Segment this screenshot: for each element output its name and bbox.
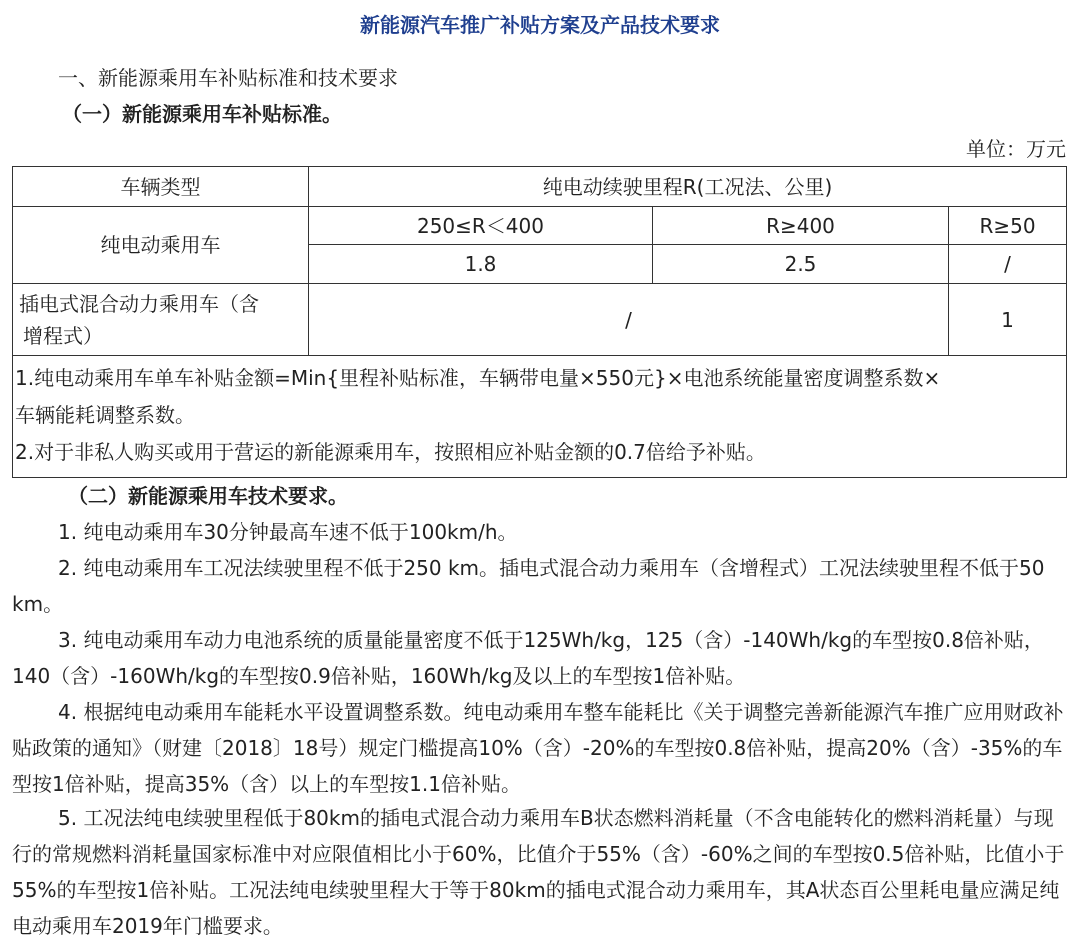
phev-label bbox=[13, 284, 309, 356]
subsidy-table bbox=[12, 166, 1067, 478]
page-title: 新能源汽车推广补贴方案及产品技术要求 bbox=[360, 13, 720, 37]
table-notes bbox=[13, 356, 1067, 478]
phev-value-1: / bbox=[309, 284, 949, 356]
note-2: 2.对于非私人购买或用于营运的新能源乘用车，按照相应补贴金额的0.7倍给予补贴。 bbox=[15, 440, 766, 464]
note-1-line1: 1.纯电动乘用车单车补贴金额=Min{里程补贴标准，车辆带电量×550元}×电池系统能量密度调整系数× bbox=[15, 366, 941, 390]
unit-label: 单位：万元 bbox=[966, 137, 1066, 161]
range-400-plus: R≥400 bbox=[653, 207, 949, 245]
requirement-item: 3. 纯电动乘用车动力电池系统的质量能量密度不低于125Wh/kg，125（含）-140Wh/kg的车型按0.8倍补贴，140（含）-160Wh/kg的车型按0.9倍补贴，160Wh/kg及以上的车型按1倍补贴。 bbox=[12, 628, 1044, 688]
subheading-tech-requirements: （二）新能源乘用车技术要求。 bbox=[68, 484, 348, 508]
requirement-item: 4. 根据纯电动乘用车能耗水平设置调整系数。纯电动乘用车整车能耗比《关于调整完善新能源汽车推广应用财政补贴政策的通知》（财建〔2018〕18号）规定门槛提高10%（含）-20%的车型按0.8倍补贴，提高20%（含）-35%的车型按1倍补贴，提高35%（含）以上的车型按1.1倍补贴。 bbox=[12, 700, 1064, 796]
bev-value-1: 1.8 bbox=[309, 245, 653, 284]
table-row bbox=[13, 284, 1067, 356]
range-50-plus: R≥50 bbox=[949, 207, 1067, 245]
subheading-subsidy-standard: （一）新能源乘用车补贴标准。 bbox=[62, 102, 342, 126]
phev-value-2: 1 bbox=[949, 284, 1067, 356]
phev-label-line2: 增程式） bbox=[23, 323, 103, 348]
table-row bbox=[13, 356, 1067, 478]
bev-value-3: / bbox=[949, 245, 1067, 284]
header-range: 纯电动续驶里程R(工况法、公里) bbox=[309, 167, 1067, 207]
bev-label: 纯电动乘用车 bbox=[13, 207, 309, 284]
note-1-line2: 车辆能耗调整系数。 bbox=[15, 403, 195, 427]
requirement-item: 2. 纯电动乘用车工况法续驶里程不低于250 km。插电式混合动力乘用车（含增程式）工况法续驶里程不低于50 km。 bbox=[12, 556, 1045, 616]
section-heading-1: 一、新能源乘用车补贴标准和技术要求 bbox=[58, 66, 398, 90]
table-row bbox=[13, 167, 1067, 207]
requirement-item: 1. 纯电动乘用车30分钟最高车速不低于100km/h。 bbox=[58, 520, 518, 544]
header-vehicle-type: 车辆类型 bbox=[13, 167, 309, 207]
table-row bbox=[13, 207, 1067, 245]
range-250-400: 250≤R＜400 bbox=[309, 207, 653, 245]
bev-value-2: 2.5 bbox=[653, 245, 949, 284]
phev-label-line1: 插电式混合动力乘用车（含 bbox=[19, 291, 259, 316]
requirement-item: 5. 工况法纯电续驶里程低于80km的插电式混合动力乘用车B状态燃料消耗量（不含电能转化的燃料消耗量）与现行的常规燃料消耗量国家标准中对应限值相比小于60%，比值介于55%（含）-60%之间的车型按0.5倍补贴，比值小于55%的车型按1倍补贴。工况法纯电续驶里程大于等于80km的插电式混合动力乘用车，其A状态百公里耗电量应满足纯电动乘用车2019年门槛要求。 bbox=[12, 806, 1065, 938]
